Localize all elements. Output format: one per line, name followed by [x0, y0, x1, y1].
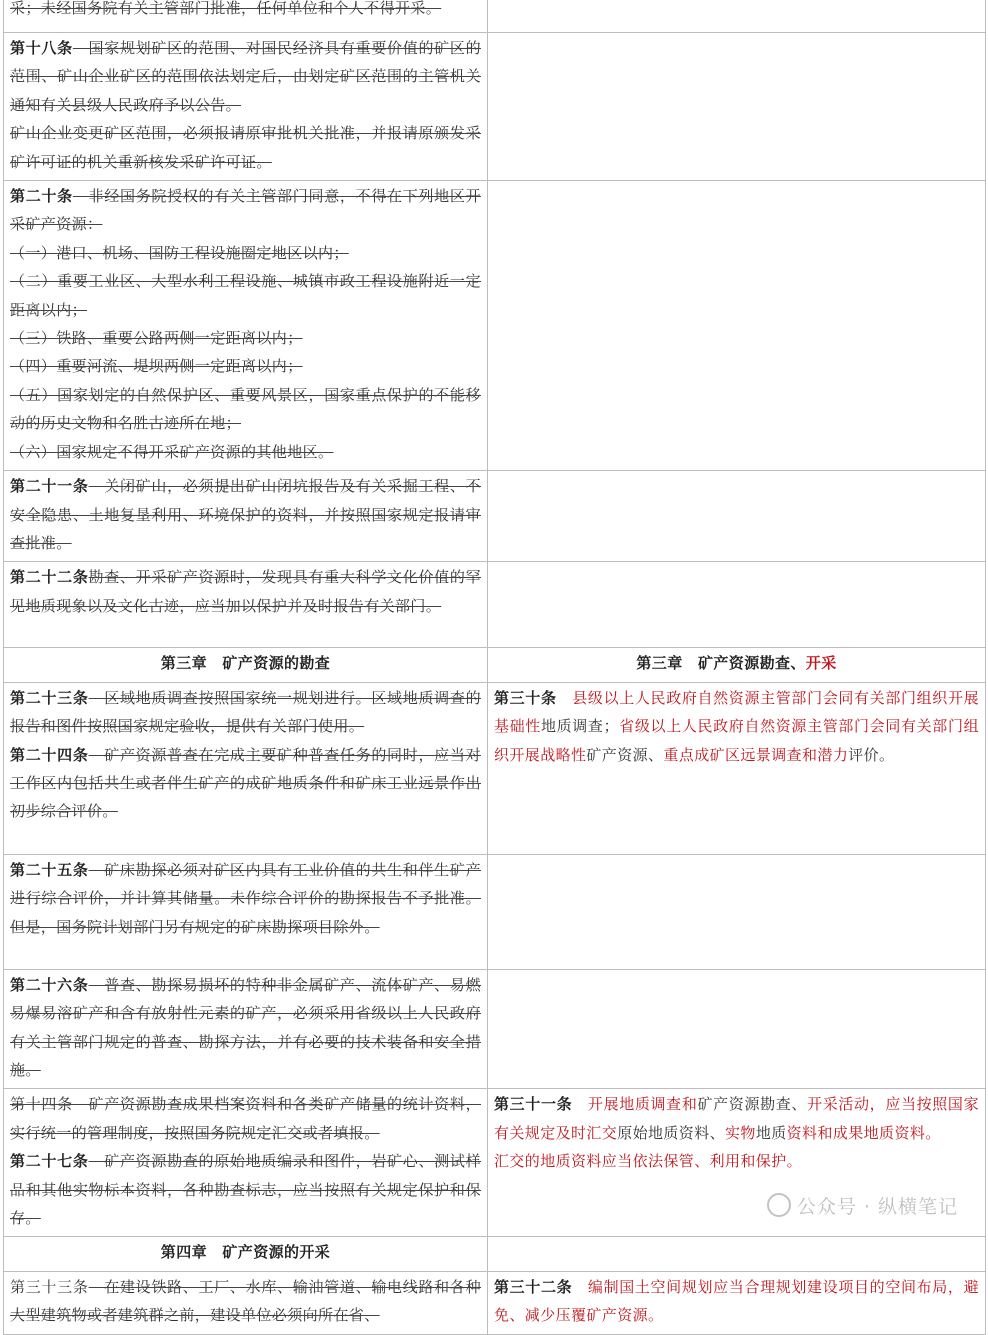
- text-segment: 矿山企业变更矿区范围，必须报请原审批机关批准，并报请原颁发采矿许可证的机关重新核发采矿许可证。: [10, 124, 481, 171]
- old-text-cell: [4, 181, 488, 471]
- text-segment: （一）港口、机场、国防工程设施圈定地区以内；: [10, 243, 349, 262]
- watermark-text: 公众号 · 纵横笔记: [796, 1196, 958, 1218]
- clause-paragraph: [10, 182, 481, 239]
- article-row: [4, 854, 986, 969]
- clause-paragraph: [10, 34, 481, 119]
- text-segment: 第十八条: [10, 39, 73, 57]
- new-text-cell: [488, 648, 986, 682]
- text-segment: 汇交的地质资料应当依法保管、利用和保护。: [494, 1152, 803, 1171]
- clause-paragraph: [10, 1147, 481, 1232]
- comparison-table-body: [4, 0, 986, 1334]
- old-text-cell: [4, 854, 488, 969]
- old-text-cell: [4, 1271, 488, 1334]
- new-text-cell: [488, 33, 986, 181]
- old-text-cell: [4, 471, 488, 562]
- article-row: [4, 181, 986, 471]
- text-segment: 编制国土空间规划应当合理规划建设项目的空间布局，避免、减少压覆矿产资源。: [494, 1277, 979, 1325]
- clause-paragraph: [10, 352, 481, 380]
- article-row: [4, 1271, 986, 1334]
- new-text-cell: [488, 181, 986, 471]
- text-segment: （四）重要河流、堤坝两侧一定距离以内；: [10, 357, 303, 376]
- chapter-row: [4, 648, 986, 682]
- clause-paragraph: [10, 1273, 481, 1330]
- text-segment: （五）国家划定的自然保护区、重要风景区，国家重点保护的不能移动的历史文物和名胜古迹所在地；: [10, 385, 481, 433]
- text-segment: 第三十条: [494, 688, 557, 707]
- new-text-cell: [488, 0, 986, 33]
- old-text-cell: [4, 33, 488, 181]
- text-segment: 国家规划矿区的范围、对国民经济具有重要价值的矿区的范围、矿山企业矿区的范围依法划定后，由划定矿区范围的主管机关通知有关县级人民政府予以公告。: [10, 39, 481, 114]
- clause-paragraph: [10, 438, 481, 466]
- text-segment: 第二十条: [10, 187, 73, 206]
- clause-paragraph: [10, 239, 481, 267]
- text-segment: 第二十五条: [10, 860, 89, 879]
- text-segment: 第四章 矿产资源的开采: [160, 1243, 331, 1262]
- clause-paragraph: [494, 1090, 979, 1147]
- clause-paragraph: [10, 1090, 481, 1147]
- chapter-heading: [494, 649, 979, 677]
- clause-paragraph: [10, 971, 481, 1085]
- text-segment: 第二十四条: [10, 745, 89, 764]
- watermark: [767, 1192, 958, 1219]
- text-segment: 第二十一条: [10, 477, 89, 496]
- article-row: [4, 562, 986, 648]
- comparison-table: [3, 0, 986, 1335]
- old-text-cell: [4, 969, 488, 1089]
- text-segment: 第二十七条: [10, 1152, 89, 1171]
- text-segment: 第三十二条: [494, 1277, 573, 1296]
- text-segment: 第十四条 矿产资源勘查成果档案资料和各类矿产储量的统计资料，实行统一的管理制度，按照国务院规定汇交或者填报。: [10, 1095, 481, 1142]
- article-row: [4, 682, 986, 854]
- new-text-cell: [488, 1237, 986, 1271]
- new-text-cell: [488, 854, 986, 969]
- text-segment: 区域地质调查按照国家统一规划进行。区域地质调查的报告和图件按照国家规定验收，提供有关部门使用。: [10, 688, 481, 736]
- wechat-logo-icon: [767, 1193, 791, 1217]
- text-segment: 和成果地质资料。: [817, 1123, 941, 1142]
- old-text-cell: [4, 0, 488, 33]
- clause-paragraph: [494, 1273, 979, 1330]
- article-row: [4, 471, 986, 562]
- text-segment: 矿产资源普查在完成主要矿种普查任务的同时，应当对工作区内包括共生或者伴生矿产的成矿地质条件和矿床工业远景作出初步综合评价。: [10, 745, 481, 821]
- text-segment: 开采活动，应当按照国家有关规定及时汇交: [494, 1095, 979, 1142]
- clause-paragraph: [10, 267, 481, 324]
- new-text-cell: [488, 969, 986, 1089]
- clause-paragraph: [10, 381, 481, 438]
- text-segment: 实物: [725, 1123, 756, 1142]
- new-text-cell: [488, 682, 986, 854]
- text-segment: 原始地质资料、: [617, 1123, 726, 1142]
- text-segment: 第二十三条: [10, 688, 89, 707]
- text-segment: 矿产资源勘查的原始地质编录和图件，岩矿心、测试样品和其他实物标本资料，各种勘查标志，应当按照有关规定保护和保存。: [10, 1152, 481, 1227]
- clause-paragraph: [10, 684, 481, 741]
- text-segment: 地质: [755, 1123, 787, 1142]
- text-segment: 第三章 矿产资源勘查、: [636, 654, 806, 673]
- clause-paragraph: [10, 324, 481, 352]
- text-segment: （二）重要工业区、大型水利工程设施、城镇市政工程设施附近一定距离以内；: [10, 272, 481, 319]
- new-text-cell: [488, 1271, 986, 1334]
- text-segment: 重点成矿区远景调查和潜力: [663, 745, 849, 764]
- new-text-cell: [488, 471, 986, 562]
- clause-paragraph: [10, 741, 481, 826]
- clause-paragraph: [10, 472, 481, 557]
- article-row: [4, 969, 986, 1089]
- text-segment: 开展地质调查和: [572, 1095, 698, 1114]
- text-segment: 关闭矿山，必须提出矿山闭坑报告及有关采掘工程、不安全隐患、土地复垦利用、环境保护的资料，并按照国家规定报请审查批准。: [10, 477, 481, 552]
- old-text-cell: [4, 562, 488, 648]
- text-segment: 资料: [786, 1123, 818, 1142]
- new-text-cell: [488, 562, 986, 648]
- text-segment: 非经国务院授权的有关主管部门同意，不得在下列地区开采矿产资源：: [10, 187, 481, 234]
- text-segment: 第三十一条: [494, 1095, 573, 1114]
- text-segment: 开采: [805, 654, 837, 673]
- text-segment: 矿产资源、: [586, 745, 664, 764]
- chapter-row: [4, 1237, 986, 1271]
- chapter-heading: [10, 649, 481, 677]
- old-text-cell: [4, 648, 488, 682]
- clause-paragraph: [10, 563, 481, 620]
- old-text-cell: [4, 1089, 488, 1237]
- text-segment: 采；未经国务院有关主管部门批准，任何单位和个人不得开采。: [10, 0, 442, 17]
- old-text-cell: [4, 682, 488, 854]
- text-segment: 县级以上人民政府自然资源主管部门会同有关部门组织开展基础性: [494, 688, 979, 736]
- text-segment: 矿床勘探必须对矿区内具有工业价值的共生和伴生矿产进行综合评价，并计算其储量。未作综合评价的勘探报告不予批准。但是，国务院计划部门另有规定的矿床勘探项目除外。: [10, 860, 481, 936]
- clause-paragraph: [494, 684, 979, 769]
- text-segment: 第二十六条: [10, 975, 89, 994]
- article-row: [4, 33, 986, 181]
- text-segment: 评价。: [848, 745, 895, 764]
- text-segment: （三）铁路、重要公路两侧一定距离以内；: [10, 329, 303, 348]
- text-segment: 普查、勘探易损坏的特种非金属矿产、流体矿产、易燃易爆易溶矿产和含有放射性元素的矿产，必须采用省级以上人民政府有关主管部门规定的普查、勘探方法，并有必要的技术装备和安全措施。: [10, 975, 481, 1079]
- text-segment: 第二十二条: [10, 568, 89, 587]
- clause-paragraph: [494, 1147, 979, 1175]
- clause-paragraph: [10, 856, 481, 941]
- text-segment: 在建设铁路、工厂、水库、输油管道、输电线路和各种大型建筑物或者建筑群之前，建设单位必须向所在省、: [10, 1277, 481, 1325]
- text-segment: 地质调查；: [540, 717, 619, 736]
- article-row: [4, 0, 986, 33]
- text-segment: 矿产资源勘查、: [697, 1095, 808, 1114]
- clause-paragraph: [10, 0, 481, 22]
- clause-paragraph: [10, 119, 481, 176]
- text-segment: 第三十三条: [10, 1277, 89, 1296]
- text-segment: 第三章 矿产资源的勘查: [160, 654, 331, 673]
- text-segment: 勘查、开采矿产资源时，发现具有重大科学文化价值的罕见地质现象以及文化古迹，应当加以保护并及时报告有关部门。: [10, 568, 481, 615]
- old-text-cell: [4, 1237, 488, 1271]
- text-segment: （六）国家规定不得开采矿产资源的其他地区。: [10, 442, 334, 461]
- text-segment: 省级以上人民政府自然资源主管部门会同有关部门组织开展战略性: [494, 717, 979, 764]
